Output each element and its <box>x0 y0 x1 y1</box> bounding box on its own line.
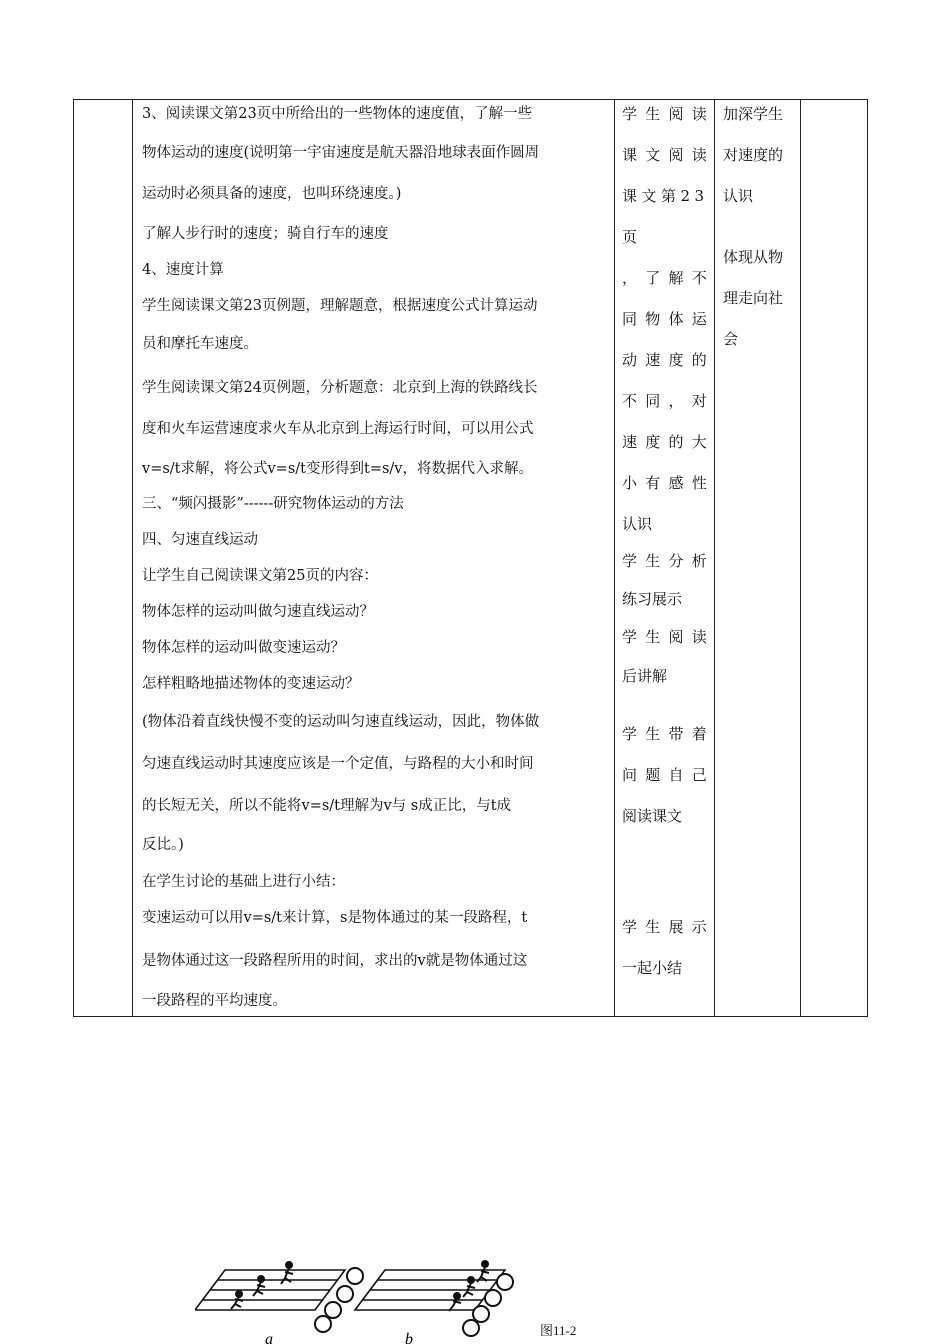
content-line: 4、速度计算 <box>142 262 224 278</box>
activity-line: 学生带着 <box>622 725 716 743</box>
content-line: 运动时必须具备的速度，也叫环绕速度。) <box>142 186 402 202</box>
runner-figures-b <box>449 1261 489 1311</box>
activity-line: 一起小结 <box>622 959 683 977</box>
content-line: 三、“频闪摄影”------研究物体运动的方法 <box>142 496 404 512</box>
activity-line: 学生分析 <box>622 552 716 570</box>
content-line: 反比。) <box>142 837 184 853</box>
content-line: 四、匀速直线运动 <box>142 532 258 548</box>
activity-line: 阅读课文 <box>622 807 683 825</box>
figure-caption: 图11-2 <box>540 1323 577 1338</box>
activity-line: 后讲解 <box>622 667 668 685</box>
intent-line: 加深学生 <box>723 105 784 123</box>
runner-figures-a <box>231 1262 293 1309</box>
column-divider <box>800 100 801 1016</box>
content-line: 的长短无关，所以不能将v=s/t理解为v与 s成正比，与t成 <box>142 798 512 814</box>
content-line: 员和摩托车速度。 <box>142 336 258 352</box>
activity-line: 同物体运 <box>622 310 716 328</box>
content-line: 怎样粗略地描述物体的变速运动？ <box>142 676 360 692</box>
activity-line: 学生阅读 <box>622 105 716 123</box>
content-line: v=s/t求解，将公式v=s/t变形得到t=s/v，将数据代入求解。 <box>142 461 533 477</box>
content-line: 3、阅读课文第23页中所给出的一些物体的速度值，了解一些 <box>142 106 533 122</box>
design-intent-cell <box>714 100 800 360</box>
content-line: 变速运动可以用v=s/t来计算，s是物体通过的某一段路程，t <box>142 910 528 926</box>
intent-line: 理走向社 <box>723 289 784 307</box>
activity-line: 课文阅读 <box>622 146 716 164</box>
content-line: 一段路程的平均速度。 <box>142 993 287 1009</box>
intent-line: 对速度的 <box>723 146 784 164</box>
intent-line: 认识 <box>723 187 754 205</box>
activity-line: 页 <box>622 228 638 246</box>
activity-line: 学生展示 <box>622 918 716 936</box>
track-b <box>355 1270 505 1310</box>
activity-line: ，了解不 <box>622 269 716 287</box>
content-line: 物体怎样的运动叫做变速运动？ <box>142 640 345 656</box>
content-line: 物体怎样的运动叫做匀速直线运动？ <box>142 604 374 620</box>
activity-line: 问题自己 <box>622 766 716 784</box>
track-a <box>195 1270 345 1310</box>
strobe-photo-figure <box>195 1258 525 1344</box>
content-line: 学生阅读课文第24页例题，分析题意：北京到上海的铁路线长 <box>142 380 538 396</box>
content-line: 学生阅读课文第23页例题，理解题意，根据速度公式计算运动 <box>142 298 538 314</box>
intent-line: 体现从物 <box>723 248 784 266</box>
activity-line: 课文第23 <box>622 187 709 205</box>
student-activity-cell <box>614 100 714 989</box>
lesson-table <box>73 99 868 1017</box>
content-line: 匀速直线运动时其速度应该是一个定值，与路程的大小和时间 <box>142 756 534 772</box>
content-line: 了解人步行时的速度；骑自行车的速度 <box>142 226 389 242</box>
content-line: 物体运动的速度(说明第一宇宙速度是航天器沿地球表面作圆周 <box>142 145 540 161</box>
intent-line: 会 <box>723 330 739 348</box>
content-line: 是物体通过这一段路程所用的时间，求出的v就是物体通过这 <box>142 953 528 969</box>
activity-line: 动速度的 <box>622 351 716 369</box>
teaching-content-cell <box>132 100 614 1020</box>
content-line: (物体沿着直线快慢不变的运动叫匀速直线运动，因此，物体做 <box>142 714 540 730</box>
activity-line: 练习展示 <box>622 590 683 608</box>
content-line: 让学生自己阅读课文第25页的内容： <box>142 568 378 584</box>
activity-line: 不同，对 <box>622 392 716 410</box>
activity-line: 速度的大 <box>622 433 716 451</box>
figure-label-a: a <box>265 1331 273 1344</box>
activity-line: 认识 <box>622 515 653 533</box>
content-line: 度和火车运营速度求火车从北京到上海运行时间，可以用公式 <box>142 421 534 437</box>
activity-line: 学生阅读 <box>622 628 716 646</box>
content-line: 在学生讨论的基础上进行小结： <box>142 874 345 890</box>
figure-label-b: b <box>405 1331 413 1344</box>
activity-line: 小有感性 <box>622 474 716 492</box>
